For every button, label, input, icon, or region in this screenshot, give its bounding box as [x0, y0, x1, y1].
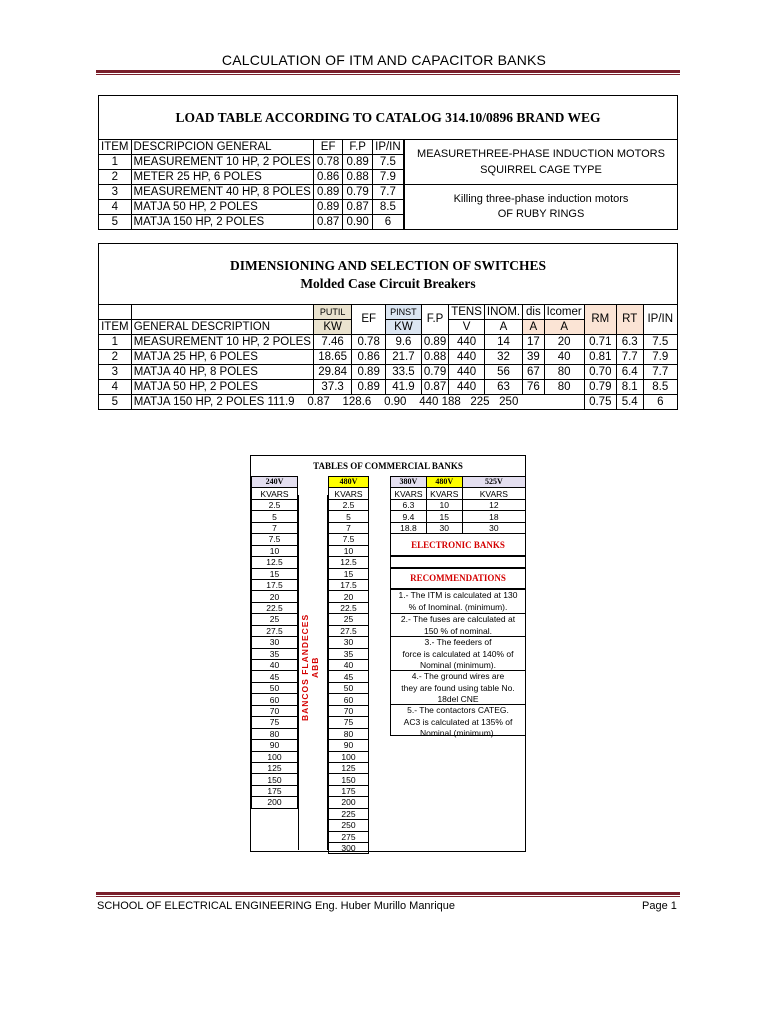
- kvar-value: 22.5: [329, 602, 369, 613]
- dimensioning-title: DIMENSIONING AND SELECTION OF SWITCHES: [229, 258, 547, 273]
- table-header-cell: RM: [584, 305, 616, 335]
- table-header-cell: KW: [313, 320, 351, 335]
- note-line: Killing three-phase induction motors: [453, 193, 629, 205]
- kvar-value: 70: [329, 705, 369, 716]
- kvar-value: 80: [329, 728, 369, 739]
- table-header-cell: RT: [616, 305, 643, 335]
- kvar-value: 2.5: [252, 499, 298, 510]
- table-cell: 6.3: [391, 499, 427, 510]
- table-cell: 0.89: [313, 185, 343, 200]
- load-table: [98, 139, 404, 230]
- table-cell: 30: [426, 522, 462, 533]
- table-cell: 7.9: [372, 170, 403, 185]
- kvars-header: KVARS: [426, 488, 462, 499]
- footer-rule: [96, 892, 680, 897]
- rec-line: % of Inominal. (minimum).: [408, 601, 508, 612]
- kvar-value: 7.5: [252, 534, 298, 545]
- table-row: [99, 200, 404, 215]
- table-header-cell: KW: [386, 320, 422, 335]
- table-cell: 7.46: [313, 335, 351, 350]
- recommendations-label: RECOMMENDATIONS: [410, 573, 506, 583]
- recommendation-4: [390, 670, 526, 706]
- table-header-row: [99, 305, 678, 320]
- table-header-cell: TENS: [449, 305, 485, 320]
- recommendation-1: [390, 590, 526, 613]
- kvar-value: 30: [252, 637, 298, 648]
- kvar-value: 15: [329, 568, 369, 579]
- table-header-cell: GENERAL DESCRIPTION: [131, 320, 313, 335]
- recommendation-3: [390, 636, 526, 672]
- table-cell: 5: [99, 395, 132, 410]
- table-header-cell: A: [523, 320, 544, 335]
- table-cell: 7.7: [643, 365, 677, 380]
- kvar-value: 25: [252, 614, 298, 625]
- kvar-value: 12.5: [252, 557, 298, 568]
- table-cell: 0.89: [352, 380, 386, 395]
- table-cell: 9.6: [386, 335, 422, 350]
- table-header-cell: Icomer: [544, 305, 584, 320]
- kvar-value: 150: [252, 774, 298, 785]
- table-cell: 32: [484, 350, 522, 365]
- table-cell: 0.78: [313, 155, 343, 170]
- table-cell: MEASUREMENT 10 HP, 2 POLES: [131, 335, 313, 350]
- table-cell: 0.79: [421, 365, 448, 380]
- kvar-value: 40: [252, 660, 298, 671]
- table-header-row: [99, 140, 404, 155]
- table-cell: 8.5: [643, 380, 677, 395]
- rec-line: they are found using table No.: [401, 682, 515, 693]
- banks-title: TABLES OF COMMERCIAL BANKS: [313, 461, 463, 471]
- table-cell: 4: [99, 380, 132, 395]
- table-cell: 0.88: [343, 170, 372, 185]
- table-header-cell: A: [544, 320, 584, 335]
- table-cell: MATJA 50 HP, 2 POLES: [131, 380, 313, 395]
- voltage-header: 525V: [462, 477, 525, 488]
- table-header-cell: [99, 305, 132, 320]
- table-cell: 7.9: [643, 350, 677, 365]
- table-cell: 0.87: [421, 380, 448, 395]
- kvar-value: 2.5: [329, 499, 369, 510]
- table-cell: MATJA 150 HP, 2 POLES 111.9 0.87 128.6 0.90 440 188 225 250: [131, 395, 584, 410]
- table-cell: 7.7: [616, 350, 643, 365]
- recommendation-5: [390, 704, 526, 740]
- table-cell: 0.75: [584, 395, 616, 410]
- table-cell: 20: [544, 335, 584, 350]
- recommendation-2: [390, 613, 526, 637]
- kvar-value: 17.5: [252, 579, 298, 590]
- table-header-cell: [131, 305, 313, 320]
- note-line: MEASURETHREE-PHASE INDUCTION MOTORS: [417, 148, 665, 160]
- table-cell: 80: [544, 380, 584, 395]
- table-cell: 0.79: [584, 380, 616, 395]
- table-header-cell: ITEM: [99, 320, 132, 335]
- kvar-value: 27.5: [252, 625, 298, 636]
- table-cell: 0.79: [343, 185, 372, 200]
- rec-line: 2.- The fuses are calculated at: [400, 614, 516, 624]
- table-cell: 5.4: [616, 395, 643, 410]
- kvar-value: 30: [329, 637, 369, 648]
- electronic-banks-label: ELECTRONIC BANKS: [411, 540, 505, 550]
- kvars-header: KVARS: [391, 488, 427, 499]
- table-header-cell: IP/IN: [372, 140, 403, 155]
- table-cell: 3: [99, 365, 132, 380]
- note-line: OF RUBY RINGS: [497, 208, 585, 220]
- kvar-value: 7: [252, 522, 298, 533]
- table-row: [99, 335, 678, 350]
- table-cell: 5: [99, 215, 132, 230]
- table-cell: 76: [523, 380, 544, 395]
- voltage-header: 240V: [252, 477, 298, 488]
- kvar-value: 25: [329, 614, 369, 625]
- table-header-cell: DESCRIPCION GENERAL: [131, 140, 313, 155]
- note-divider: [405, 184, 677, 185]
- table-header-cell: F.P: [421, 305, 448, 335]
- kvar-value: 20: [329, 591, 369, 602]
- rec-line: 4.- The ground wires are: [411, 671, 505, 681]
- table-cell: MATJA 25 HP, 6 POLES: [131, 350, 313, 365]
- kvar-value: 7.5: [329, 534, 369, 545]
- table-cell: 29.84: [313, 365, 351, 380]
- table-cell: MATJA 50 HP, 2 POLES: [131, 200, 313, 215]
- kvar-value: 250: [329, 820, 369, 831]
- kvar-value: 35: [329, 648, 369, 659]
- bank-table-240v: [251, 476, 298, 809]
- kvar-value: 200: [329, 797, 369, 808]
- table-cell: 15: [426, 511, 462, 522]
- table-row: [99, 380, 678, 395]
- table-cell: 14: [484, 335, 522, 350]
- kvar-value: 175: [252, 785, 298, 796]
- table-cell: 2: [99, 170, 132, 185]
- rec-line: 150 % of nominal.: [423, 625, 493, 636]
- kvar-value: 40: [329, 660, 369, 671]
- table-cell: 9.4: [391, 511, 427, 522]
- table-cell: 6.3: [616, 335, 643, 350]
- table-header-cell: PINST: [386, 305, 422, 320]
- table-cell: MEASUREMENT 40 HP, 8 POLES: [131, 185, 313, 200]
- table-cell: 63: [484, 380, 522, 395]
- table-header-cell: ITEM: [99, 140, 132, 155]
- kvar-value: 45: [252, 671, 298, 682]
- table-cell: 8.5: [372, 200, 403, 215]
- table-cell: 4: [99, 200, 132, 215]
- table-cell: 67: [523, 365, 544, 380]
- table-cell: 18.65: [313, 350, 351, 365]
- table-cell: 8.1: [616, 380, 643, 395]
- abb-banks-label: BANCOS FLANDECES ABB: [300, 613, 320, 721]
- note-line: SQUIRREL CAGE TYPE: [480, 164, 602, 176]
- table-cell: 440: [449, 350, 485, 365]
- dimensioning-subtitle: Molded Case Circuit Breakers: [300, 276, 476, 291]
- table-cell: METER 25 HP, 6 POLES: [131, 170, 313, 185]
- rec-line: 1.- The ITM is calculated at 130: [398, 590, 518, 600]
- table-row: [99, 350, 678, 365]
- page-number: Page 1: [642, 900, 677, 912]
- electronic-banks-box: [390, 533, 526, 556]
- table-cell: MATJA 40 HP, 8 POLES: [131, 365, 313, 380]
- rec-line: Nominal (minimum).: [419, 728, 497, 738]
- table-cell: 7.5: [643, 335, 677, 350]
- kvar-value: 50: [252, 682, 298, 693]
- table-cell: 0.90: [343, 215, 372, 230]
- table-row: [99, 170, 404, 185]
- kvar-value: 7: [329, 522, 369, 533]
- kvar-value: 90: [252, 740, 298, 751]
- table-cell: 2: [99, 350, 132, 365]
- table-cell: 0.89: [313, 200, 343, 215]
- table-cell: 440: [449, 335, 485, 350]
- table-cell: 0.88: [421, 350, 448, 365]
- table-cell: 7.7: [372, 185, 403, 200]
- table-cell: 0.89: [343, 155, 372, 170]
- table-cell: MATJA 150 HP, 2 POLES: [131, 215, 313, 230]
- table-header-cell: V: [449, 320, 485, 335]
- table-cell: 6.4: [616, 365, 643, 380]
- table-cell: 12: [462, 499, 525, 510]
- voltage-header: 480V: [426, 477, 462, 488]
- load-table-title: LOAD TABLE ACCORDING TO CATALOG 314.10/0896 BRAND WEG: [175, 110, 601, 125]
- table-header-cell: INOM.: [484, 305, 522, 320]
- table-header-cell: F.P: [343, 140, 372, 155]
- kvar-value: 10: [329, 545, 369, 556]
- table-cell: 0.81: [584, 350, 616, 365]
- table-header-cell: EF: [352, 305, 386, 335]
- kvars-header: KVARS: [329, 488, 369, 499]
- table-cell: 0.87: [313, 215, 343, 230]
- kvar-value: 5: [252, 511, 298, 522]
- kvars-header: KVARS: [252, 488, 298, 499]
- table-cell: 0.89: [352, 365, 386, 380]
- kvar-value: 200: [252, 797, 298, 808]
- table-cell: 80: [544, 365, 584, 380]
- table-cell: 17: [523, 335, 544, 350]
- kvar-value: 75: [329, 717, 369, 728]
- spacer-box: [390, 556, 526, 568]
- kvar-value: 50: [329, 682, 369, 693]
- kvar-value: 100: [252, 751, 298, 762]
- kvar-value: 35: [252, 648, 298, 659]
- footer-author: SCHOOL OF ELECTRICAL ENGINEERING Eng. Huber Murillo Manrique: [97, 900, 456, 912]
- table-header-cell: IP/IN: [643, 305, 677, 335]
- rec-line: force is calculated at 140% of: [402, 648, 514, 659]
- kvar-value: 12.5: [329, 557, 369, 568]
- table-row: [99, 155, 404, 170]
- table-cell: 3: [99, 185, 132, 200]
- table-cell: 18: [462, 511, 525, 522]
- kvar-value: 300: [329, 843, 369, 854]
- kvars-header: KVARS: [462, 488, 525, 499]
- table-cell: 0.78: [352, 335, 386, 350]
- kvar-value: 15: [252, 568, 298, 579]
- kvar-value: 70: [252, 705, 298, 716]
- rec-line: 5.- The contactors CATEG.: [407, 705, 509, 715]
- bank-table-right: [390, 476, 526, 534]
- table-cell: 0.89: [421, 335, 448, 350]
- table-cell: 21.7: [386, 350, 422, 365]
- table-cell: 1: [99, 335, 132, 350]
- kvar-value: 90: [329, 740, 369, 751]
- table-row: [99, 365, 678, 380]
- kvar-value: 22.5: [252, 602, 298, 613]
- rec-line: Nominal (minimum).: [419, 660, 497, 670]
- table-cell: 440: [449, 365, 485, 380]
- motor-type-notes: [404, 139, 678, 230]
- kvar-value: 17.5: [329, 579, 369, 590]
- table-header-cell: EF: [313, 140, 343, 155]
- table-cell: 1: [99, 155, 132, 170]
- table-cell: 6: [643, 395, 677, 410]
- kvar-value: 60: [329, 694, 369, 705]
- kvar-value: 27.5: [329, 625, 369, 636]
- table-cell: 30: [462, 522, 525, 533]
- kvar-value: 275: [329, 831, 369, 842]
- recommendations-box: [390, 568, 526, 589]
- table-row: [99, 185, 404, 200]
- table-header-cell: PUTIL: [313, 305, 351, 320]
- table-cell: 18.8: [391, 522, 427, 533]
- table-cell: 6: [372, 215, 403, 230]
- table-cell: 39: [523, 350, 544, 365]
- table-cell: 0.86: [313, 170, 343, 185]
- table-header-cell: dis: [523, 305, 544, 320]
- bank-table-480v: [328, 476, 369, 854]
- table-cell: 0.86: [352, 350, 386, 365]
- kvar-value: 225: [329, 808, 369, 819]
- table-cell: 37.3: [313, 380, 351, 395]
- kvar-value: 10: [252, 545, 298, 556]
- voltage-header: 380V: [391, 477, 427, 488]
- rec-line: AC3 is calculated at 135% of: [403, 716, 513, 727]
- page-title: CALCULATION OF ITM AND CAPACITOR BANKS: [221, 52, 547, 68]
- table-cell: 440: [449, 380, 485, 395]
- table-row: [99, 215, 404, 230]
- kvar-value: 5: [329, 511, 369, 522]
- kvar-value: 20: [252, 591, 298, 602]
- kvar-value: 75: [252, 717, 298, 728]
- kvar-value: 60: [252, 694, 298, 705]
- kvar-value: 45: [329, 671, 369, 682]
- table-cell: 41.9: [386, 380, 422, 395]
- table-cell: 33.5: [386, 365, 422, 380]
- table-cell: 0.70: [584, 365, 616, 380]
- rec-line: 18del CNE: [437, 694, 479, 704]
- voltage-header: 480V: [329, 477, 369, 488]
- kvar-value: 175: [329, 785, 369, 796]
- kvar-value: 150: [329, 774, 369, 785]
- table-cell: 56: [484, 365, 522, 380]
- rec-line: 3.- The feeders of: [424, 637, 492, 647]
- header-rule: [96, 70, 680, 75]
- kvar-value: 125: [252, 762, 298, 773]
- table-cell: MEASUREMENT 10 HP, 2 POLES: [131, 155, 313, 170]
- dimensioning-table: [98, 304, 678, 410]
- table-cell: 7.5: [372, 155, 403, 170]
- table-cell: 40: [544, 350, 584, 365]
- kvar-value: 100: [329, 751, 369, 762]
- table-header-cell: A: [484, 320, 522, 335]
- kvar-value: 125: [329, 762, 369, 773]
- table-row: [99, 395, 678, 410]
- kvar-value: 80: [252, 728, 298, 739]
- table-cell: 0.87: [343, 200, 372, 215]
- table-cell: 10: [426, 499, 462, 510]
- table-cell: 0.71: [584, 335, 616, 350]
